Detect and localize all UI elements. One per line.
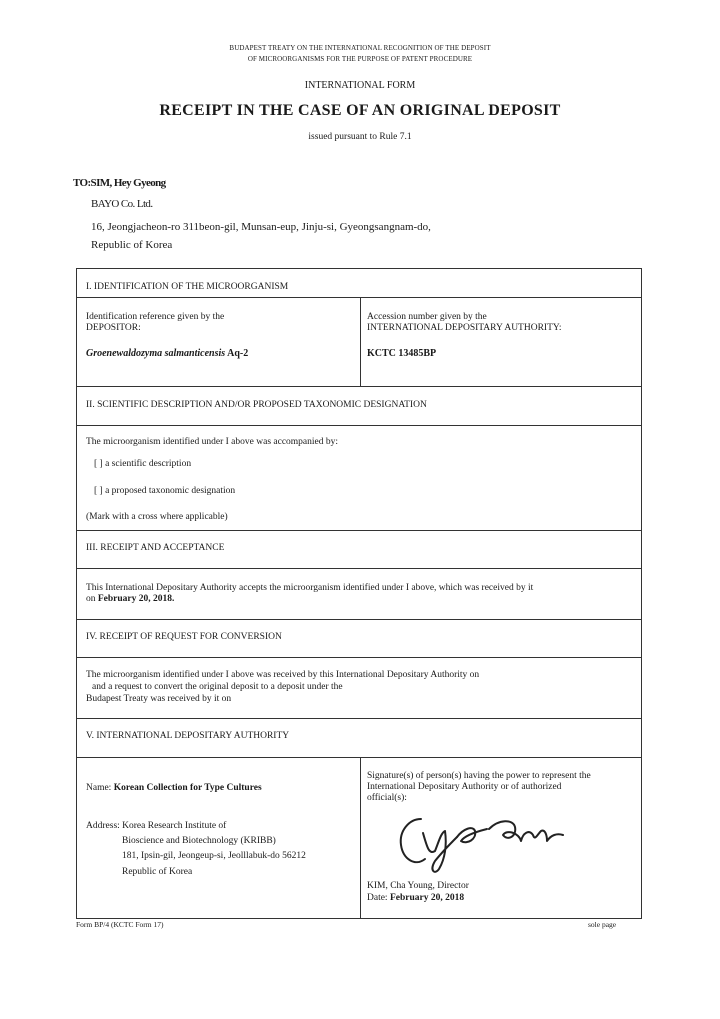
section3-line2: on February 20, 2018. <box>86 594 175 604</box>
section2-note: (Mark with a cross where applicable) <box>86 512 228 522</box>
document-subtitle: issued pursuant to Rule 7.1 <box>308 132 412 142</box>
addressee-company: BAYO Co. Ltd. <box>91 198 153 210</box>
form-code: Form BP/4 (KCTC Form 17) <box>76 920 164 929</box>
receipt-date: February 20, 2018. <box>97 594 175 604</box>
section1-heading: I. IDENTIFICATION OF THE MICROORGANISM <box>86 282 289 292</box>
form-type: INTERNATIONAL FORM <box>304 80 416 91</box>
form-table <box>76 268 642 919</box>
organism-strain: Aq-2 <box>225 348 249 359</box>
signature-label-line2: International Depositary Authority or of authorized <box>367 782 562 792</box>
addressee-address-line2: Republic of Korea <box>91 239 173 251</box>
section4-line2: and a request to convert the original deposit to a deposit under the <box>92 682 343 692</box>
page-note: sole page <box>588 920 617 929</box>
signature-date: Date: February 20, 2018 <box>367 893 465 903</box>
accession-label-line1: Accession number given by the <box>367 312 487 322</box>
section4-line1: The microorganism identified under I above was received by this International Depositary Authority on <box>86 670 480 680</box>
treaty-title-line2: OF MICROORGANISMS FOR THE PURPOSE OF PATENT PROCEDURE <box>247 55 473 63</box>
signature-label-line1: Signature(s) of person(s) having the power to represent the <box>367 771 591 781</box>
depositor-ref-label-line2: DEPOSITOR: <box>86 323 141 333</box>
organism-identification <box>86 348 248 359</box>
treaty-title-line1: BUDAPEST TREATY ON THE INTERNATIONAL RECOGNITION OF THE DEPOSIT <box>229 44 491 52</box>
addressee-name: TO:SIM, Hey Gyeong <box>73 177 166 189</box>
section4-line3: Budapest Treaty was received by it on <box>86 694 232 704</box>
section2-intro: The microorganism identified under I above was accompanied by: <box>86 437 339 447</box>
ida-address-line4: Republic of Korea <box>122 867 193 877</box>
taxonomic-designation-checkbox: [ ] a proposed taxonomic designation <box>94 486 236 496</box>
section2-heading: II. SCIENTIFIC DESCRIPTION AND/OR PROPOSED TAXONOMIC DESIGNATION <box>86 400 427 410</box>
ida-address-line3: 181, Ipsin-gil, Jeongeup-si, Jeolllabuk-do 56212 <box>122 851 306 861</box>
section5-heading: V. INTERNATIONAL DEPOSITARY AUTHORITY <box>86 731 290 741</box>
signature-date-value: February 20, 2018 <box>389 893 465 903</box>
scientific-description-checkbox: [ ] a scientific description <box>94 459 192 469</box>
ida-address-line2: Bioscience and Biotechnology (KRIBB) <box>122 836 276 846</box>
accession-number: KCTC 13485BP <box>367 348 437 359</box>
signature-label-line3: official(s): <box>367 793 407 803</box>
depositor-ref-label-line1: Identification reference given by the <box>86 312 225 322</box>
signatory-name: KIM, Cha Young, Director <box>367 881 469 891</box>
handwritten-signature <box>395 811 585 879</box>
addressee-address-line1: 16, Jeongjacheon-ro 311beon-gil, Munsan-eup, Jinju-si, Gyeongsangnam-do, <box>91 221 431 233</box>
section4-heading: IV. RECEIPT OF REQUEST FOR CONVERSION <box>86 632 282 642</box>
section3-heading: III. RECEIPT AND ACCEPTANCE <box>86 543 225 553</box>
accession-label-line2: INTERNATIONAL DEPOSITARY AUTHORITY: <box>367 323 562 333</box>
ida-name-value: Korean Collection for Type Cultures <box>113 783 262 793</box>
document-title: RECEIPT IN THE CASE OF AN ORIGINAL DEPOSIT <box>159 102 561 119</box>
section3-line1: This International Depositary Authority accepts the microorganism identified under I above, which was received by it <box>86 583 534 593</box>
ida-address-line1: Address: Korea Research Institute of <box>86 821 227 831</box>
organism-species: Groenewaldozyma salmanticensis <box>86 348 226 359</box>
ida-name: Name: Korean Collection for Type Cultures <box>86 783 262 793</box>
